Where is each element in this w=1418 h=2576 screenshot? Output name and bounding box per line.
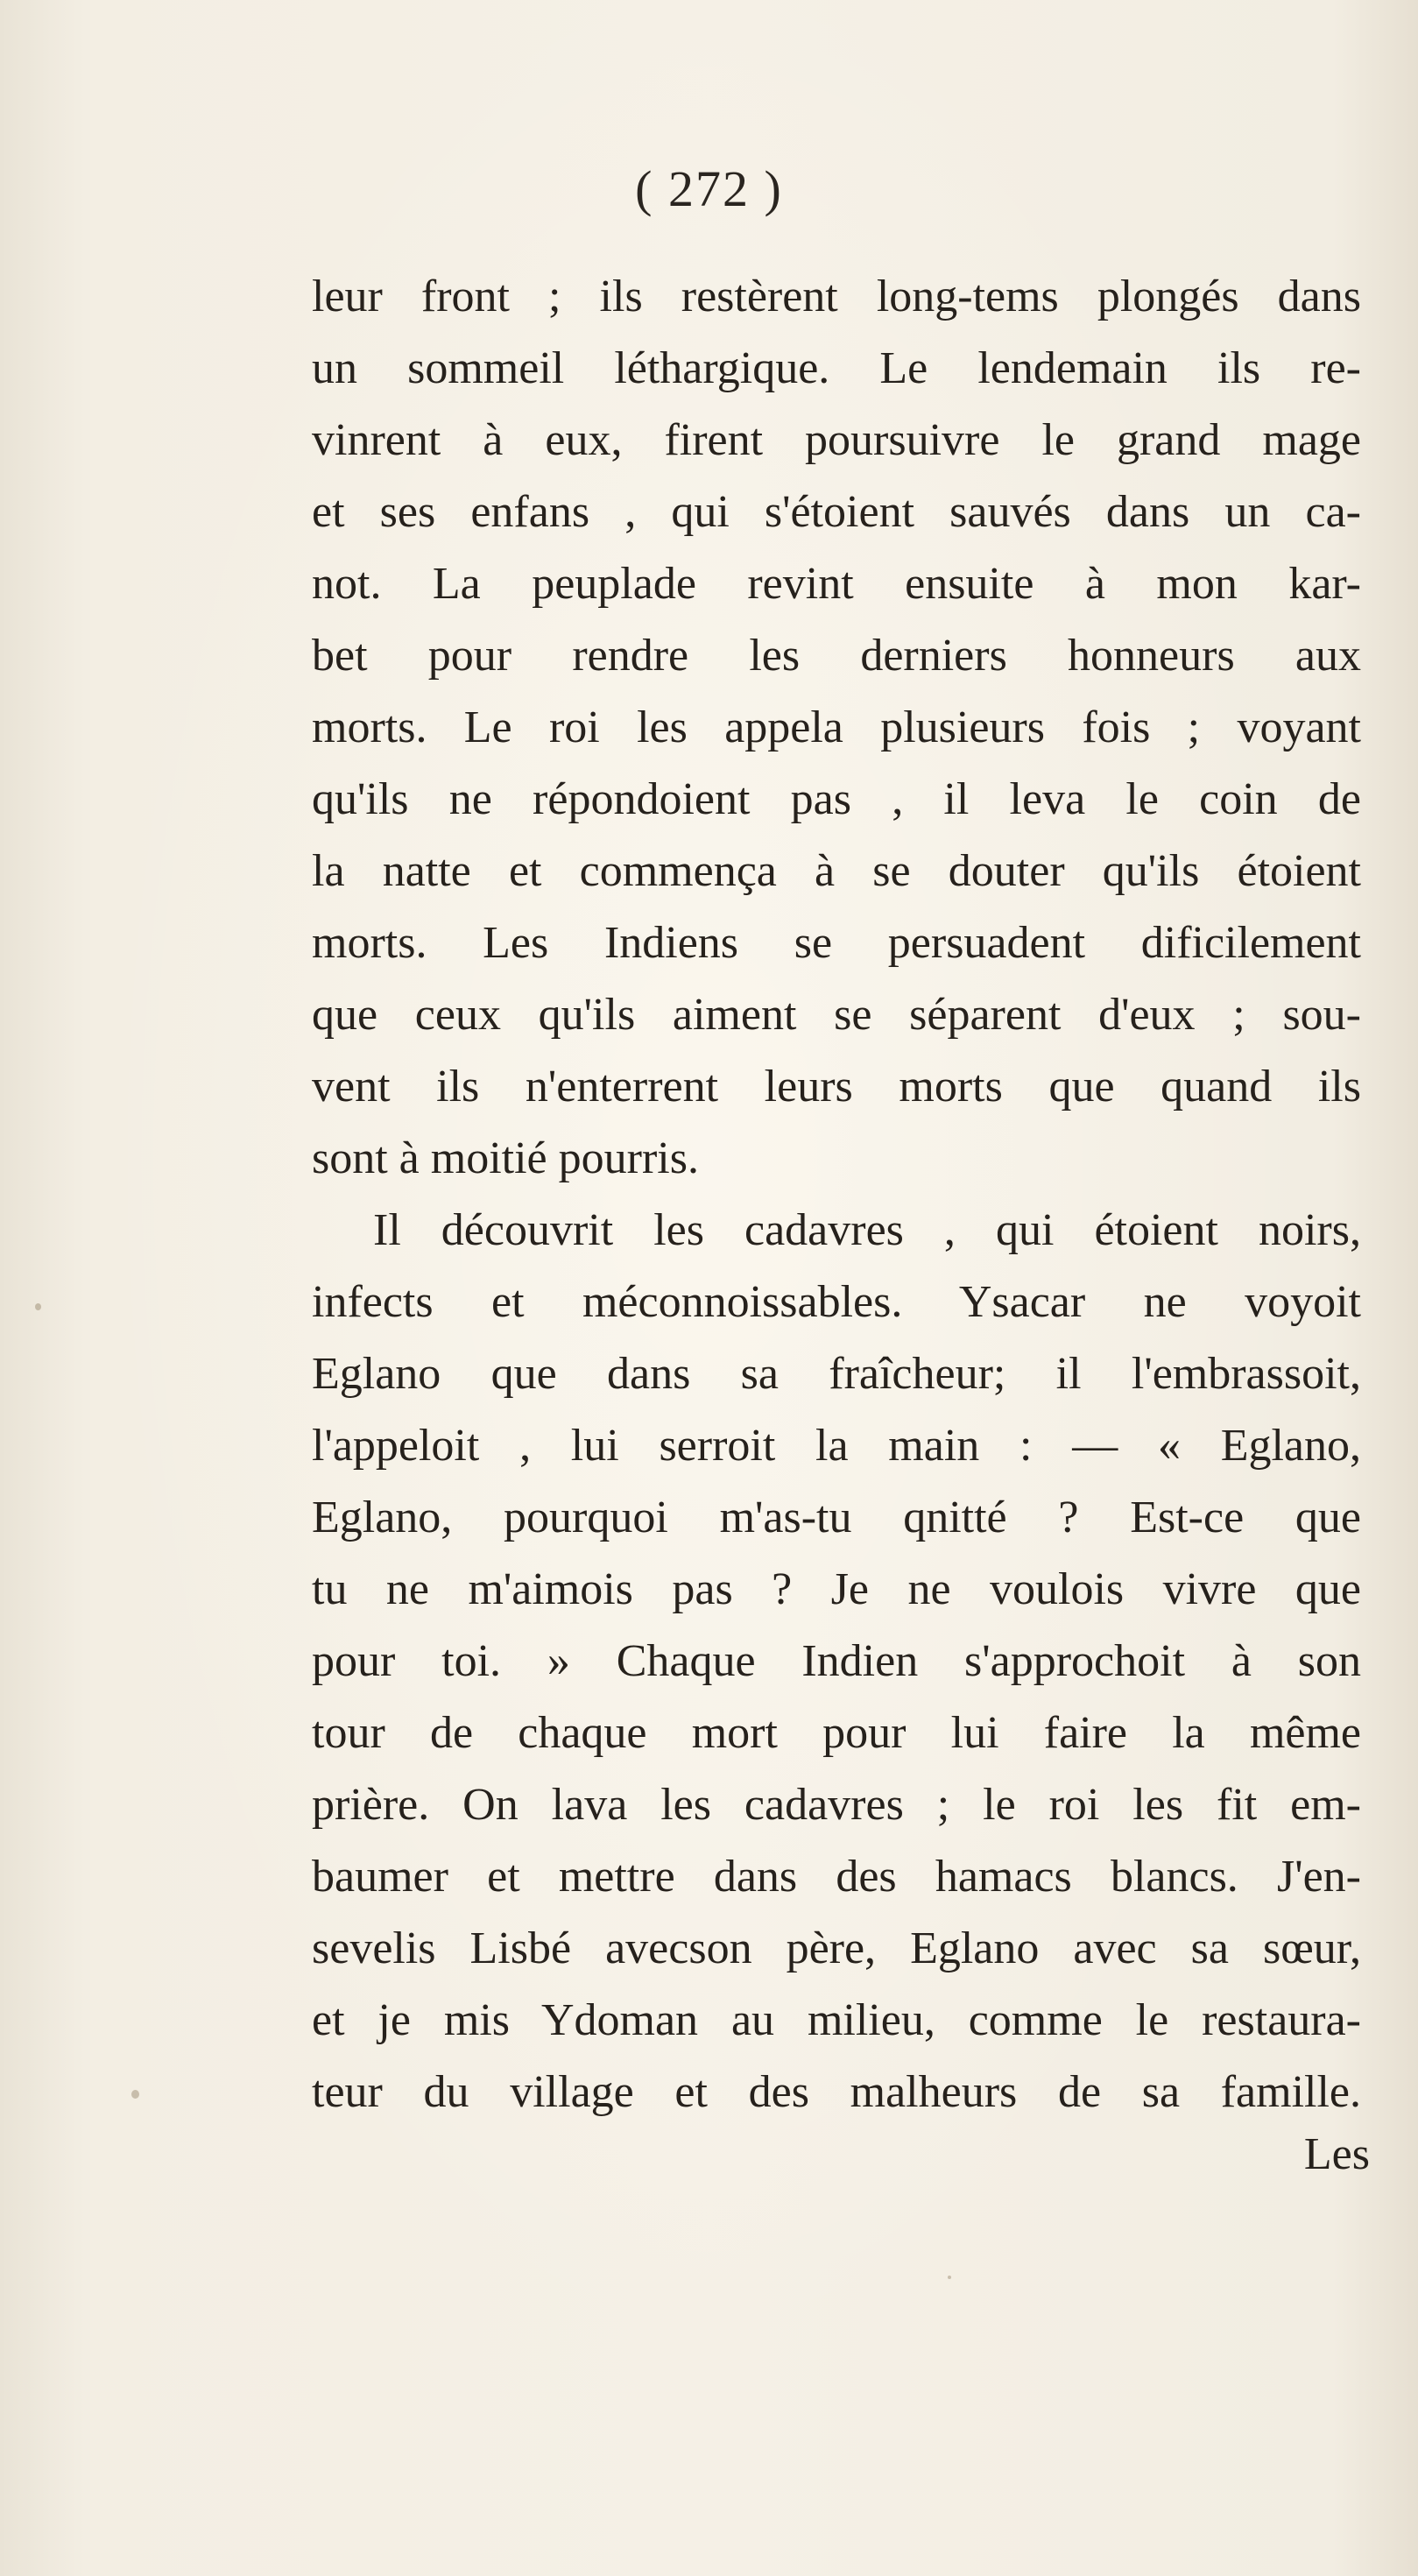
paper-spot xyxy=(948,2276,951,2279)
text-line: bet pour rendre les derniers honneurs aux xyxy=(312,631,1361,681)
text-line: pour toi. » Chaque Indien s'approchoit à son xyxy=(312,1636,1361,1686)
text-line: baumer et mettre dans des hamacs blancs. J'en- xyxy=(312,1852,1361,1902)
paragraph xyxy=(312,1195,1361,2128)
text-line: tu ne m'aimois pas ? Je ne voulois vivre que xyxy=(312,1564,1361,1614)
text-line: l'appeloit , lui serroit la main : — « Eglano, xyxy=(312,1421,1361,1471)
text-line: Eglano, pourquoi m'as-tu qnitté ? Est-ce que xyxy=(312,1493,1361,1542)
body-text xyxy=(312,261,1361,2128)
text-line: morts. Le roi les appela plusieurs fois ; voyant xyxy=(312,702,1361,752)
text-line: un sommeil léthargique. Le lendemain ils re- xyxy=(312,343,1361,393)
paragraph xyxy=(312,261,1361,1195)
text-line: et ses enfans , qui s'étoient sauvés dans un ca- xyxy=(312,487,1361,537)
text-line: prière. On lava les cadavres ; le roi les fit em- xyxy=(312,1780,1361,1830)
text-line: la natte et commença à se douter qu'ils étoient xyxy=(312,846,1361,896)
text-line: sont à moitié pourris. xyxy=(312,1133,699,1183)
text-line: que ceux qu'ils aiment se séparent d'eux ; sou- xyxy=(312,990,1361,1040)
text-line: morts. Les Indiens se persuadent dificilement xyxy=(312,918,1361,968)
page-number: ( 272 ) xyxy=(635,160,783,217)
text-line: leur front ; ils restèrent long-tems plongés dans xyxy=(312,272,1361,321)
text-line: vent ils n'enterrent leurs morts que quand ils xyxy=(312,1062,1361,1112)
paper-spot xyxy=(131,2090,139,2099)
paper-spot xyxy=(35,1303,41,1310)
text-line: Eglano que dans sa fraîcheur; il l'embrassoit, xyxy=(312,1349,1361,1399)
text-line: vinrent à eux, firent poursuivre le grand mage xyxy=(312,415,1361,465)
text-line: et je mis Ydoman au milieu, comme le restaura- xyxy=(312,1995,1361,2045)
text-line: qu'ils ne répondoient pas , il leva le coin de xyxy=(312,774,1361,824)
text-line: teur du village et des malheurs de sa famille. xyxy=(312,2067,1361,2117)
text-line: infects et méconnoissables. Ysacar ne voyoit xyxy=(312,1277,1361,1327)
catchword: Les xyxy=(1303,2129,1370,2179)
text-line: Il découvrit les cadavres , qui étoient noirs, xyxy=(373,1205,1361,1255)
text-line: sevelis Lisbé avecson père, Eglano avec sa sœur, xyxy=(312,1923,1361,1973)
text-line: not. La peuplade revint ensuite à mon kar- xyxy=(312,559,1361,609)
text-line: tour de chaque mort pour lui faire la même xyxy=(312,1708,1361,1758)
